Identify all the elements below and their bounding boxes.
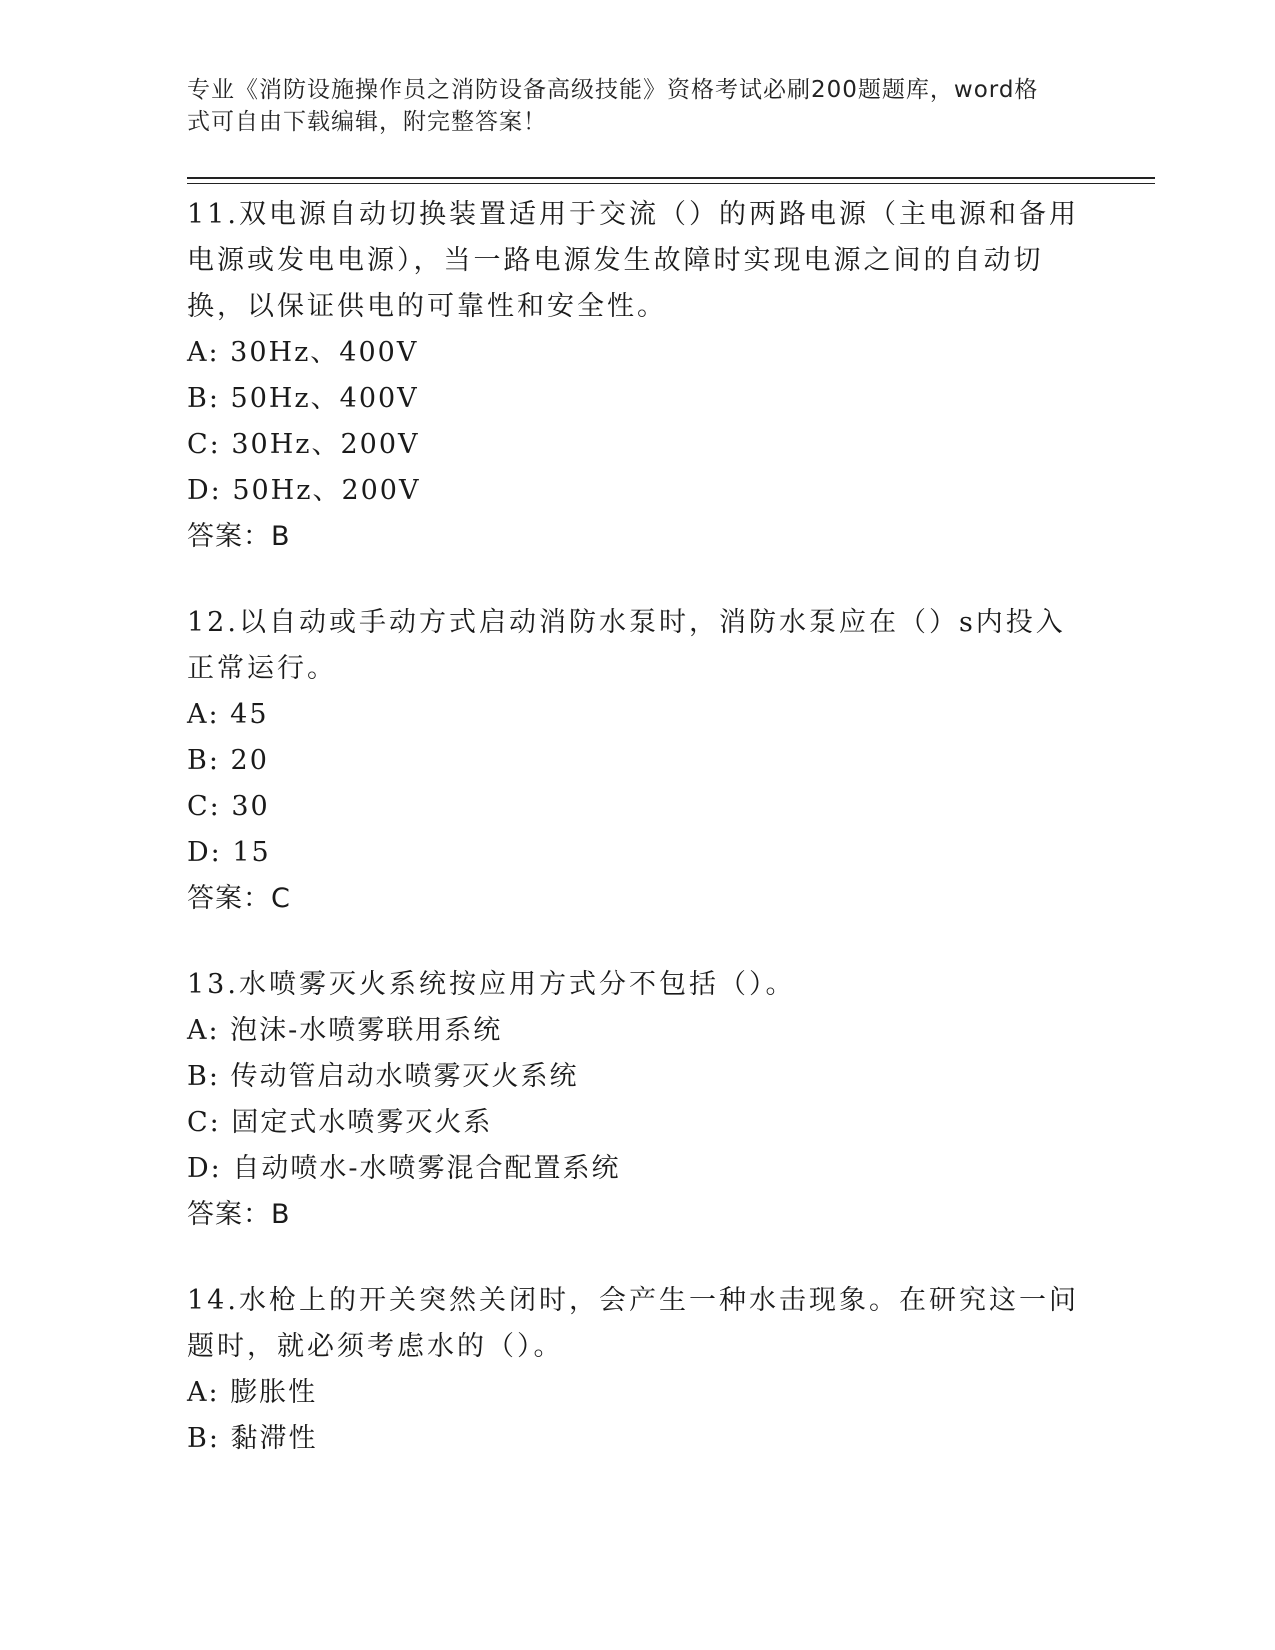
question-list	[187, 192, 1087, 1502]
document-header	[187, 74, 1067, 138]
answer: 答案：C	[187, 883, 291, 914]
option-d: D: 50Hz、200V	[187, 475, 421, 506]
question-stem: 12.以自动或手动方式启动消防水泵时，消防水泵应在（）s内投入正常运行。	[187, 607, 1066, 684]
question-13	[187, 962, 1087, 1238]
question-11	[187, 192, 1087, 560]
option-d: D: 自动喷水-水喷雾混合配置系统	[187, 1153, 621, 1184]
question-stem: 14.水枪上的开关突然关闭时，会产生一种水击现象。在研究这一问题时，就必须考虑水的（）。	[187, 1285, 1079, 1362]
question-14	[187, 1278, 1087, 1462]
question-stem: 13.水喷雾灭火系统按应用方式分不包括（）。	[187, 969, 796, 1000]
header-line-1: 专业《消防设施操作员之消防设备高级技能》资格考试必刷200题题库，word格	[187, 77, 1039, 103]
question-stem: 11.双电源自动切换装置适用于交流（）的两路电源（主电源和备用电源或发电电源），当一路电源发生故障时实现电源之间的自动切换，以保证供电的可靠性和安全性。	[187, 199, 1079, 322]
option-c: C: 固定式水喷雾灭火系	[187, 1107, 493, 1138]
answer: 答案：B	[187, 521, 291, 552]
option-a: A: 泡沫-水喷雾联用系统	[187, 1015, 503, 1046]
option-c: C: 30Hz、200V	[187, 429, 420, 460]
header-divider-thin	[187, 183, 1155, 184]
option-b: B: 50Hz、400V	[187, 383, 419, 414]
header-line-2: 式可自由下载编辑，附完整答案！	[187, 109, 547, 135]
option-b: B: 传动管启动水喷雾灭火系统	[187, 1061, 579, 1092]
option-b: B: 黏滞性	[187, 1423, 318, 1454]
option-a: A: 膨胀性	[187, 1377, 318, 1408]
answer: 答案：B	[187, 1199, 291, 1230]
option-d: D: 15	[187, 837, 271, 868]
header-divider-thick	[187, 177, 1155, 179]
question-12	[187, 600, 1087, 922]
option-a: A: 45	[187, 699, 269, 730]
option-b: B: 20	[187, 745, 269, 776]
option-a: A: 30Hz、400V	[187, 337, 419, 368]
option-c: C: 30	[187, 791, 270, 822]
